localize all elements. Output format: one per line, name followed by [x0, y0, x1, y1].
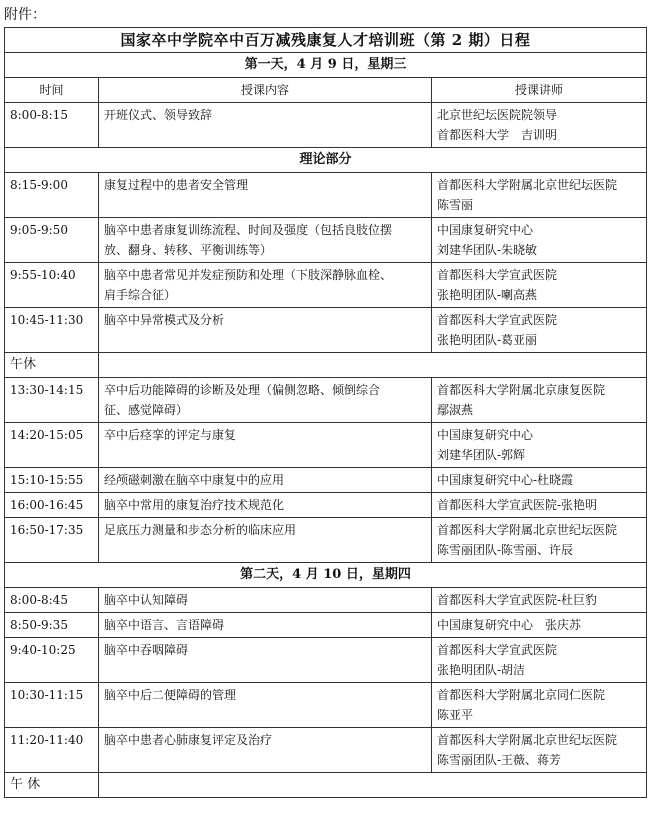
- session-time: 9:05-9:50: [5, 218, 99, 263]
- instructor-line: 首都医科大学宣武医院: [437, 268, 558, 282]
- topic-line: 卒中后痉挛的评定与康复: [104, 428, 237, 442]
- session-instructor: [432, 468, 647, 493]
- topic-line: 脑卒中认知障碍: [104, 593, 189, 607]
- instructor-line: 首都医科大学宣武医院-杜巨豹: [437, 593, 598, 607]
- session-topic: [99, 518, 432, 563]
- session-topic: [99, 378, 432, 423]
- topic-line: 脑卒中语言、言语障碍: [104, 618, 225, 632]
- schedule-row-opening: [5, 103, 647, 148]
- day1-label: 第一天，4 月 9 日，星期三: [5, 53, 647, 78]
- session-time: 16:50-17:35: [5, 518, 99, 563]
- session-instructor: [432, 378, 647, 423]
- topic-line: 放、翻身、转移、平衡训练等）: [104, 243, 273, 257]
- session-topic: [99, 468, 432, 493]
- schedule-row: [5, 173, 647, 218]
- session-topic: [99, 638, 432, 683]
- session-topic: [99, 423, 432, 468]
- lunch-blank: [99, 353, 647, 378]
- session-time: 9:55-10:40: [5, 263, 99, 308]
- session-time: 9:40-10:25: [5, 638, 99, 683]
- instructor-line: 中国康复研究中心: [437, 223, 534, 237]
- session-instructor: [432, 103, 647, 148]
- schedule-table: [4, 27, 647, 798]
- session-time: 16:00-16:45: [5, 493, 99, 518]
- lunch-label: 午休: [5, 353, 99, 378]
- session-time: 14:20-15:05: [5, 423, 99, 468]
- topic-line: 足底压力测量和步态分析的临床应用: [104, 523, 297, 537]
- session-topic: [99, 263, 432, 308]
- session-topic: [99, 683, 432, 728]
- instructor-line: 首都医科大学附属北京世纪坛医院: [437, 178, 618, 192]
- instructor-line: 中国康复研究中心 张庆苏: [437, 618, 582, 632]
- instructor-line: 首都医科大学附属北京康复医院: [437, 383, 606, 397]
- session-instructor: [432, 493, 647, 518]
- session-instructor: [432, 218, 647, 263]
- instructor-line: 陈亚平: [437, 708, 474, 722]
- session-time: 8:00-8:45: [5, 588, 99, 613]
- day2-label: 第二天，4 月 10 日，星期四: [5, 563, 647, 588]
- instructor-line: 张艳明团队-喇高燕: [437, 288, 538, 302]
- instructor-line: 首都医科大学附属北京同仁医院: [437, 688, 606, 702]
- lunch-row: [5, 773, 647, 798]
- topic-line: 脑卒中患者常见并发症预防和处理（下肢深静脉血栓、: [104, 268, 393, 282]
- header-instructor: 授课讲师: [432, 78, 647, 103]
- instructor-line: 北京世纪坛医院院领导: [437, 108, 558, 122]
- session-time: 8:15-9:00: [5, 173, 99, 218]
- header-topic: 授课内容: [99, 78, 432, 103]
- header-time: 时间: [5, 78, 99, 103]
- day1-row: [5, 53, 647, 78]
- schedule-row: [5, 613, 647, 638]
- session-instructor: [432, 638, 647, 683]
- session-topic: [99, 493, 432, 518]
- schedule-row: [5, 518, 647, 563]
- day1-afternoon-sessions: [5, 378, 647, 563]
- session-time: 11:20-11:40: [5, 728, 99, 773]
- session-topic: [99, 728, 432, 773]
- instructor-line: 首都医科大学附属北京世纪坛医院: [437, 523, 618, 537]
- schedule-row: [5, 638, 647, 683]
- topic-line: 脑卒中常用的康复治疗技术规范化: [104, 498, 285, 512]
- session-time: 8:00-8:15: [5, 103, 99, 148]
- annex-label: 附件：: [4, 7, 46, 23]
- schedule-row: [5, 468, 647, 493]
- instructor-line: 首都医科大学宣武医院: [437, 313, 558, 327]
- section-label-theory: 理论部分: [5, 148, 647, 173]
- lunch-blank: [99, 773, 647, 798]
- title-row: [5, 28, 647, 53]
- topic-line: 康复过程中的患者安全管理: [104, 178, 249, 192]
- session-instructor: [432, 518, 647, 563]
- session-topic: [99, 613, 432, 638]
- schedule-row: [5, 263, 647, 308]
- session-instructor: [432, 588, 647, 613]
- topic-line: 卒中后功能障碍的诊断及处理（偏侧忽略、倾倒综合: [104, 383, 381, 397]
- topic-line: 脑卒中后二便障碍的管理: [104, 688, 237, 702]
- schedule-row: [5, 423, 647, 468]
- session-instructor: [432, 613, 647, 638]
- schedule-row: [5, 493, 647, 518]
- session-instructor: [432, 263, 647, 308]
- session-time: 10:45-11:30: [5, 308, 99, 353]
- session-topic: [99, 588, 432, 613]
- topic-line: 脑卒中患者康复训练流程、时间及强度（包括良肢位摆: [104, 223, 393, 237]
- topic-line: 脑卒中吞咽障碍: [104, 643, 189, 657]
- lunch-label: 午 休: [5, 773, 99, 798]
- instructor-line: 张艳明团队-葛亚丽: [437, 333, 538, 347]
- instructor-line: 陈雪丽团队-陈雪丽、许辰: [437, 543, 574, 557]
- topic-line: 脑卒中患者心肺康复评定及治疗: [104, 733, 273, 747]
- session-instructor: [432, 308, 647, 353]
- session-topic: [99, 173, 432, 218]
- lunch-row: [5, 353, 647, 378]
- instructor-line: 中国康复研究中心: [437, 428, 534, 442]
- instructor-line: 刘建华团队-朱晓敏: [437, 243, 538, 257]
- session-time: 13:30-14:15: [5, 378, 99, 423]
- topic-line: 肩手综合征）: [104, 288, 177, 302]
- section-row: [5, 148, 647, 173]
- instructor-line: 陈雪丽团队-王薇、蒋芳: [437, 753, 562, 767]
- instructor-line: 鄢淑燕: [437, 403, 474, 417]
- session-time: 10:30-11:15: [5, 683, 99, 728]
- instructor-line: 首都医科大学宣武医院: [437, 643, 558, 657]
- instructor-line: 陈雪丽: [437, 198, 474, 212]
- instructor-line: 首都医科大学 吉训明: [437, 128, 558, 142]
- schedule-row: [5, 728, 647, 773]
- header-row: [5, 78, 647, 103]
- instructor-line: 首都医科大学附属北京世纪坛医院: [437, 733, 618, 747]
- instructor-line: 首都医科大学宣武医院-张艳明: [437, 498, 598, 512]
- session-instructor: [432, 683, 647, 728]
- session-topic: 开班仪式、领导致辞: [99, 103, 432, 148]
- day2-morning-sessions: [5, 588, 647, 773]
- schedule-row: [5, 588, 647, 613]
- instructor-line: 张艳明团队-胡洁: [437, 663, 526, 677]
- schedule-row: [5, 308, 647, 353]
- session-topic: [99, 308, 432, 353]
- topic-line: 征、感觉障碍）: [104, 403, 189, 417]
- session-topic: [99, 218, 432, 263]
- instructor-line: 中国康复研究中心-杜晓霞: [437, 473, 574, 487]
- topic-line: 经颅磁刺激在脑卒中康复中的应用: [104, 473, 285, 487]
- schedule-row: [5, 378, 647, 423]
- schedule-row: [5, 683, 647, 728]
- session-time: 15:10-15:55: [5, 468, 99, 493]
- session-time: 8:50-9:35: [5, 613, 99, 638]
- day1-morning-sessions: [5, 173, 647, 353]
- instructor-line: 刘建华团队-郭辉: [437, 448, 526, 462]
- topic-line: 脑卒中异常模式及分析: [104, 313, 225, 327]
- session-instructor: [432, 423, 647, 468]
- session-instructor: [432, 173, 647, 218]
- day2-row: [5, 563, 647, 588]
- session-instructor: [432, 728, 647, 773]
- document-title: 国家卒中学院卒中百万减残康复人才培训班（第 2 期）日程: [5, 28, 647, 53]
- schedule-row: [5, 218, 647, 263]
